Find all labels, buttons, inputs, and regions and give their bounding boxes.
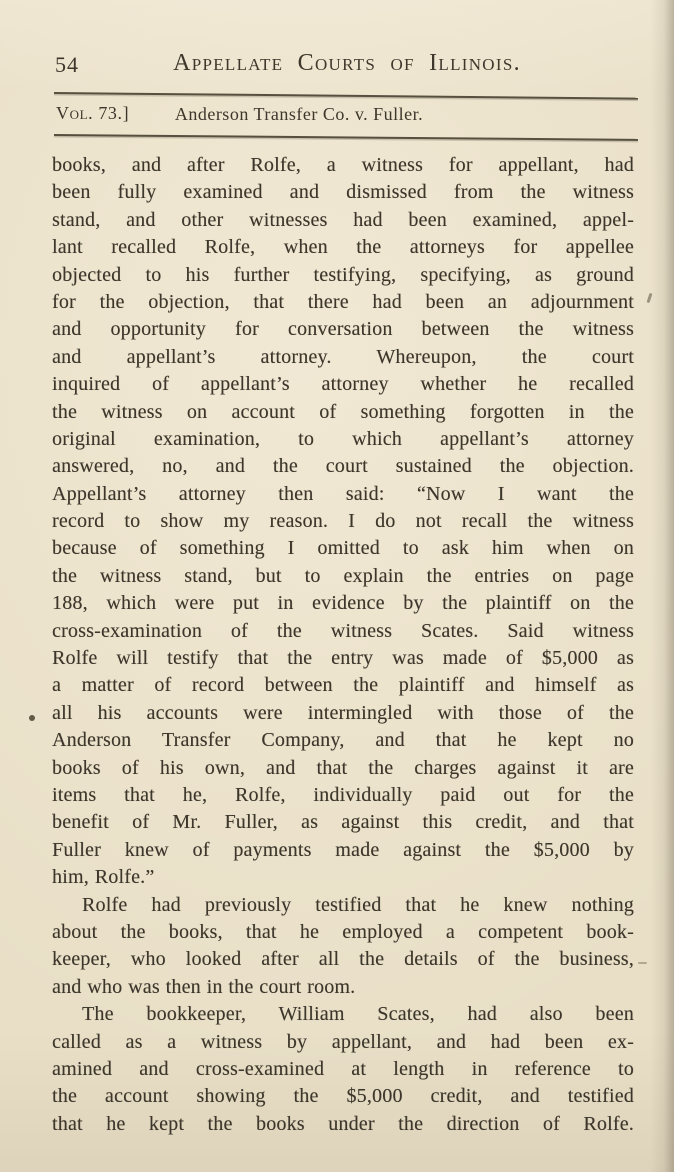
text-line: lant recalled Rolfe, when the attorneys for appellee: [52, 236, 634, 259]
text-line: books of his own, and that the charges against it are: [52, 756, 634, 779]
text-line: amined and cross-examined at length in reference to: [52, 1057, 634, 1080]
text-line: objected to his further testifying, specifying, as ground: [52, 263, 634, 286]
text-line: record to show my reason. I do not recall the witness: [52, 510, 634, 533]
header-divider-top: [54, 92, 638, 100]
text-line: Anderson Transfer Company, and that he kept no: [52, 729, 634, 752]
text-line: items that he, Rolfe, individually paid out for the: [52, 783, 634, 806]
ink-speck: [638, 962, 647, 964]
text-line: inquired of appellant’s attorney whether he recalled: [52, 373, 634, 396]
text-line: a matter of record between the plaintiff and himself as: [52, 674, 634, 697]
text-line: Rolfe had previously testified that he knew nothing: [82, 893, 634, 916]
text-line: cross-examination of the witness Scates. Said witness: [52, 619, 634, 642]
running-title: Appellate Courts of Illinois.: [173, 50, 521, 76]
header-divider-bottom: [54, 134, 638, 141]
text-line: called as a witness by appellant, and had been ex-: [52, 1030, 634, 1053]
text-line: the account showing the $5,000 credit, and testified: [52, 1085, 634, 1108]
text-line: for the objection, that there had been an adjournment: [52, 290, 634, 313]
body-text: [52, 152, 634, 1138]
text-line: him, Rolfe.”: [52, 866, 155, 889]
case-name: Anderson Transfer Co. v. Fuller.: [174, 104, 424, 124]
text-line: the witness on account of something forgotten in the: [52, 400, 634, 423]
ink-speck: [647, 293, 653, 303]
text-line: books, and after Rolfe, a witness for appellant, had: [52, 154, 634, 176]
text-line: Fuller knew of payments made against the $5,000 by: [52, 838, 634, 861]
page-number: 54: [55, 52, 79, 77]
ink-speck: [29, 715, 35, 721]
text-line: Appellant’s attorney then said: “Now I want the: [52, 482, 634, 505]
text-line: and who was then in the court room.: [52, 975, 356, 998]
text-line: about the books, that he employed a competent book-: [52, 920, 634, 943]
text-line: answered, no, and the court sustained the objection.: [52, 455, 634, 478]
text-line: been fully examined and dismissed from the witness: [52, 181, 634, 204]
text-line: keeper, who looked after all the details of the business,: [52, 948, 634, 971]
text-line: The bookkeeper, William Scates, had also been: [82, 1003, 634, 1026]
text-line: all his accounts were intermingled with those of the: [52, 701, 634, 724]
text-line: benefit of Mr. Fuller, as against this credit, and that: [52, 811, 634, 834]
text-line: stand, and other witnesses had been examined, appel-: [52, 208, 634, 231]
text-line: the witness stand, but to explain the entries on page: [52, 564, 634, 587]
volume-reference: Vol. 73.]: [56, 103, 130, 123]
text-line: because of something I omitted to ask him when on: [52, 537, 634, 560]
text-line: that he kept the books under the direction of Rolfe.: [52, 1112, 634, 1135]
text-line: original examination, to which appellant’s attorney: [52, 427, 634, 450]
text-line: and opportunity for conversation between the witness: [52, 318, 634, 341]
text-line: and appellant’s attorney. Whereupon, the court: [52, 345, 634, 368]
text-line: Rolfe will testify that the entry was made of $5,000 as: [52, 647, 634, 670]
text-line: 188, which were put in evidence by the plaintiff on the: [52, 592, 634, 615]
